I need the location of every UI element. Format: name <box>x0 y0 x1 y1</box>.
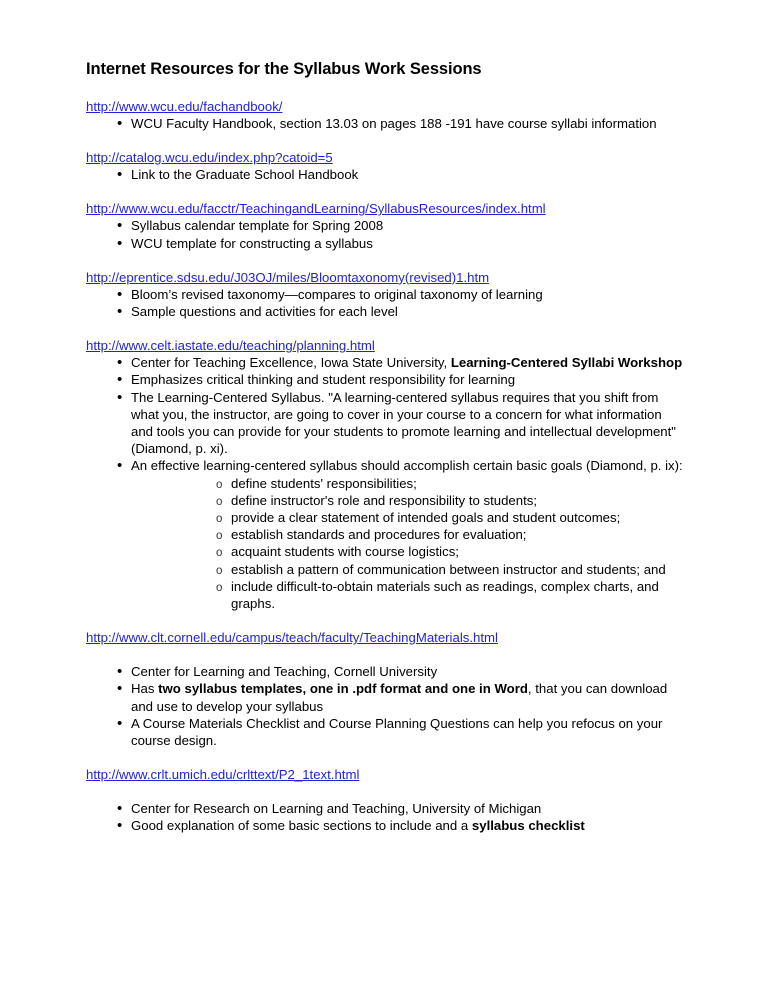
bullet-disc-icon <box>117 286 129 303</box>
list-item <box>86 235 686 252</box>
bullet-disc-icon <box>117 715 129 732</box>
section-spacer <box>86 252 686 269</box>
sub-bullet-list <box>131 475 686 613</box>
document-body <box>86 60 686 852</box>
bullet-text: Center for Learning and Teaching, Cornell University <box>131 664 438 680</box>
list-item <box>86 663 686 680</box>
section-spacer <box>86 132 686 149</box>
bullet-list <box>86 115 686 132</box>
bullet-text: Link to the Graduate School Handbook <box>131 167 359 183</box>
sub-list-item <box>131 543 686 560</box>
list-item <box>86 817 686 834</box>
bullet-text-emphasis: Learning-Centered Syllabi Workshop <box>450 355 683 371</box>
bullet-circle-icon <box>216 509 222 528</box>
resource-url-line <box>86 337 686 354</box>
page-title: Internet Resources for the Syllabus Work Sessions <box>86 60 482 78</box>
bullet-text: An effective learning-centered syllabus should accomplish certain basic goals (Diamond, p. ix): <box>131 458 683 474</box>
resource-url-line <box>86 766 686 783</box>
bullet-circle-icon <box>216 578 222 597</box>
list-item <box>86 715 686 749</box>
bullet-circle-icon <box>216 492 222 511</box>
section-spacer <box>86 183 686 200</box>
list-item <box>86 389 686 458</box>
sub-list-item <box>131 561 686 578</box>
bullet-disc-icon <box>117 680 129 697</box>
sub-list-item <box>131 509 686 526</box>
list-item <box>86 680 686 714</box>
resource-link[interactable]: http://www.wcu.edu/facctr/TeachingandLearning/SyllabusResources/index.html <box>86 201 546 217</box>
sub-list-item <box>131 578 686 612</box>
resource-section <box>86 766 686 851</box>
section-spacer <box>86 612 686 629</box>
resource-link[interactable]: http://catalog.wcu.edu/index.php?catoid=5 <box>86 150 333 166</box>
sub-list-item <box>131 492 686 509</box>
bullet-text: Emphasizes critical thinking and student responsibility for learning <box>131 372 516 388</box>
resource-link[interactable]: http://eprentice.sdsu.edu/J03OJ/miles/Bloomtaxonomy(revised)1.htm <box>86 269 490 285</box>
resource-link[interactable]: http://www.celt.iastate.edu/teaching/planning.html <box>86 338 375 354</box>
bullet-text: Syllabus calendar template for Spring 2008 <box>131 218 384 234</box>
resource-url-line <box>86 149 686 166</box>
bullet-text: Sample questions and activities for each level <box>131 304 398 320</box>
bullet-text: The Learning-Centered Syllabus. "A learning-centered syllabus requires that you shift from what you, the instructor, are going to cover in your course to a concern for what information and tools you can provide for your students to promote learning and intellectual development" (Diamond, p. xi). <box>131 389 676 457</box>
bullet-disc-icon <box>117 457 129 474</box>
resource-url-line <box>86 200 686 217</box>
bullet-disc-icon <box>117 371 129 388</box>
resource-link[interactable]: http://www.clt.cornell.edu/campus/teach/faculty/TeachingMaterials.html <box>86 630 498 646</box>
resource-section <box>86 269 686 337</box>
blank-line <box>86 646 686 663</box>
list-item <box>86 115 686 132</box>
bullet-text: WCU Faculty Handbook, section 13.03 on pages 188 -191 have course syllabi information <box>131 116 657 131</box>
sub-list-item <box>131 526 686 543</box>
bullet-disc-icon <box>117 800 129 817</box>
resource-section <box>86 200 686 268</box>
bullet-text: Center for Research on Learning and Teaching, University of Michigan <box>131 801 542 817</box>
resource-url-line <box>86 98 686 115</box>
bullet-text: WCU template for constructing a syllabus <box>131 235 373 251</box>
resource-section <box>86 149 686 200</box>
bullet-list <box>86 800 686 834</box>
list-item <box>86 286 686 303</box>
list-item <box>86 217 686 234</box>
resource-url-line <box>86 629 686 646</box>
bullet-disc-icon <box>117 115 129 132</box>
sub-bullet-text: include difficult-to-obtain materials such as readings, complex charts, and graphs. <box>231 578 659 612</box>
resource-section <box>86 337 686 629</box>
list-item <box>86 457 686 612</box>
bullet-text: , that you can download and use to develop your syllabus <box>131 681 668 714</box>
bullet-text: Bloom’s revised taxonomy—compares to original taxonomy of learning <box>131 286 543 302</box>
bullet-disc-icon <box>117 663 129 680</box>
bullet-list <box>86 286 686 320</box>
bullet-circle-icon <box>216 543 222 562</box>
resource-section <box>86 98 686 149</box>
bullet-circle-icon <box>216 561 222 580</box>
bullet-circle-icon <box>216 526 222 545</box>
bullet-disc-icon <box>117 235 129 252</box>
bullet-text: Has <box>131 681 159 697</box>
bullet-disc-icon <box>117 817 129 834</box>
resource-sections <box>86 98 686 852</box>
sub-bullet-text: provide a clear statement of intended goals and student outcomes; <box>231 510 621 526</box>
bullet-disc-icon <box>117 389 129 406</box>
bullet-list <box>86 663 686 749</box>
title-spacer <box>86 79 686 98</box>
bullet-text: Good explanation of some basic sections to include and a <box>131 818 472 834</box>
list-item <box>86 166 686 183</box>
bullet-disc-icon <box>117 166 129 183</box>
bullet-disc-icon <box>117 217 129 234</box>
list-item <box>86 371 686 388</box>
bullet-circle-icon <box>216 475 222 494</box>
resource-section <box>86 629 686 766</box>
resource-link[interactable]: http://www.wcu.edu/fachandbook/ <box>86 99 283 114</box>
list-item <box>86 303 686 320</box>
bullet-list <box>86 354 686 612</box>
section-spacer <box>86 320 686 337</box>
bullet-disc-icon <box>117 303 129 320</box>
bullet-text-emphasis: two syllabus templates, one in .pdf format and one in Word <box>158 681 528 697</box>
resource-link[interactable]: http://www.crlt.umich.edu/crlttext/P2_1text.html <box>86 767 360 783</box>
resource-url-line <box>86 269 686 286</box>
section-spacer <box>86 835 686 852</box>
bullet-text: Center for Teaching Excellence, Iowa State University, <box>131 355 451 371</box>
section-spacer <box>86 749 686 766</box>
sub-bullet-text: establish standards and procedures for evaluation; <box>231 527 527 543</box>
bullet-text: A Course Materials Checklist and Course Planning Questions can help you refocus on your course design. <box>131 715 663 749</box>
list-item <box>86 354 686 371</box>
sub-bullet-text: acquaint students with course logistics; <box>231 544 459 560</box>
blank-line <box>86 783 686 800</box>
sub-bullet-text: define students' responsibilities; <box>231 475 417 491</box>
sub-bullet-text: establish a pattern of communication between instructor and students; and <box>231 561 666 577</box>
sub-list-item <box>131 475 686 492</box>
bullet-text-emphasis: syllabus checklist <box>471 818 585 834</box>
bullet-disc-icon <box>117 354 129 371</box>
sub-bullet-text: define instructor's role and responsibility to students; <box>231 492 537 508</box>
bullet-list <box>86 217 686 251</box>
bullet-list <box>86 166 686 183</box>
list-item <box>86 800 686 817</box>
